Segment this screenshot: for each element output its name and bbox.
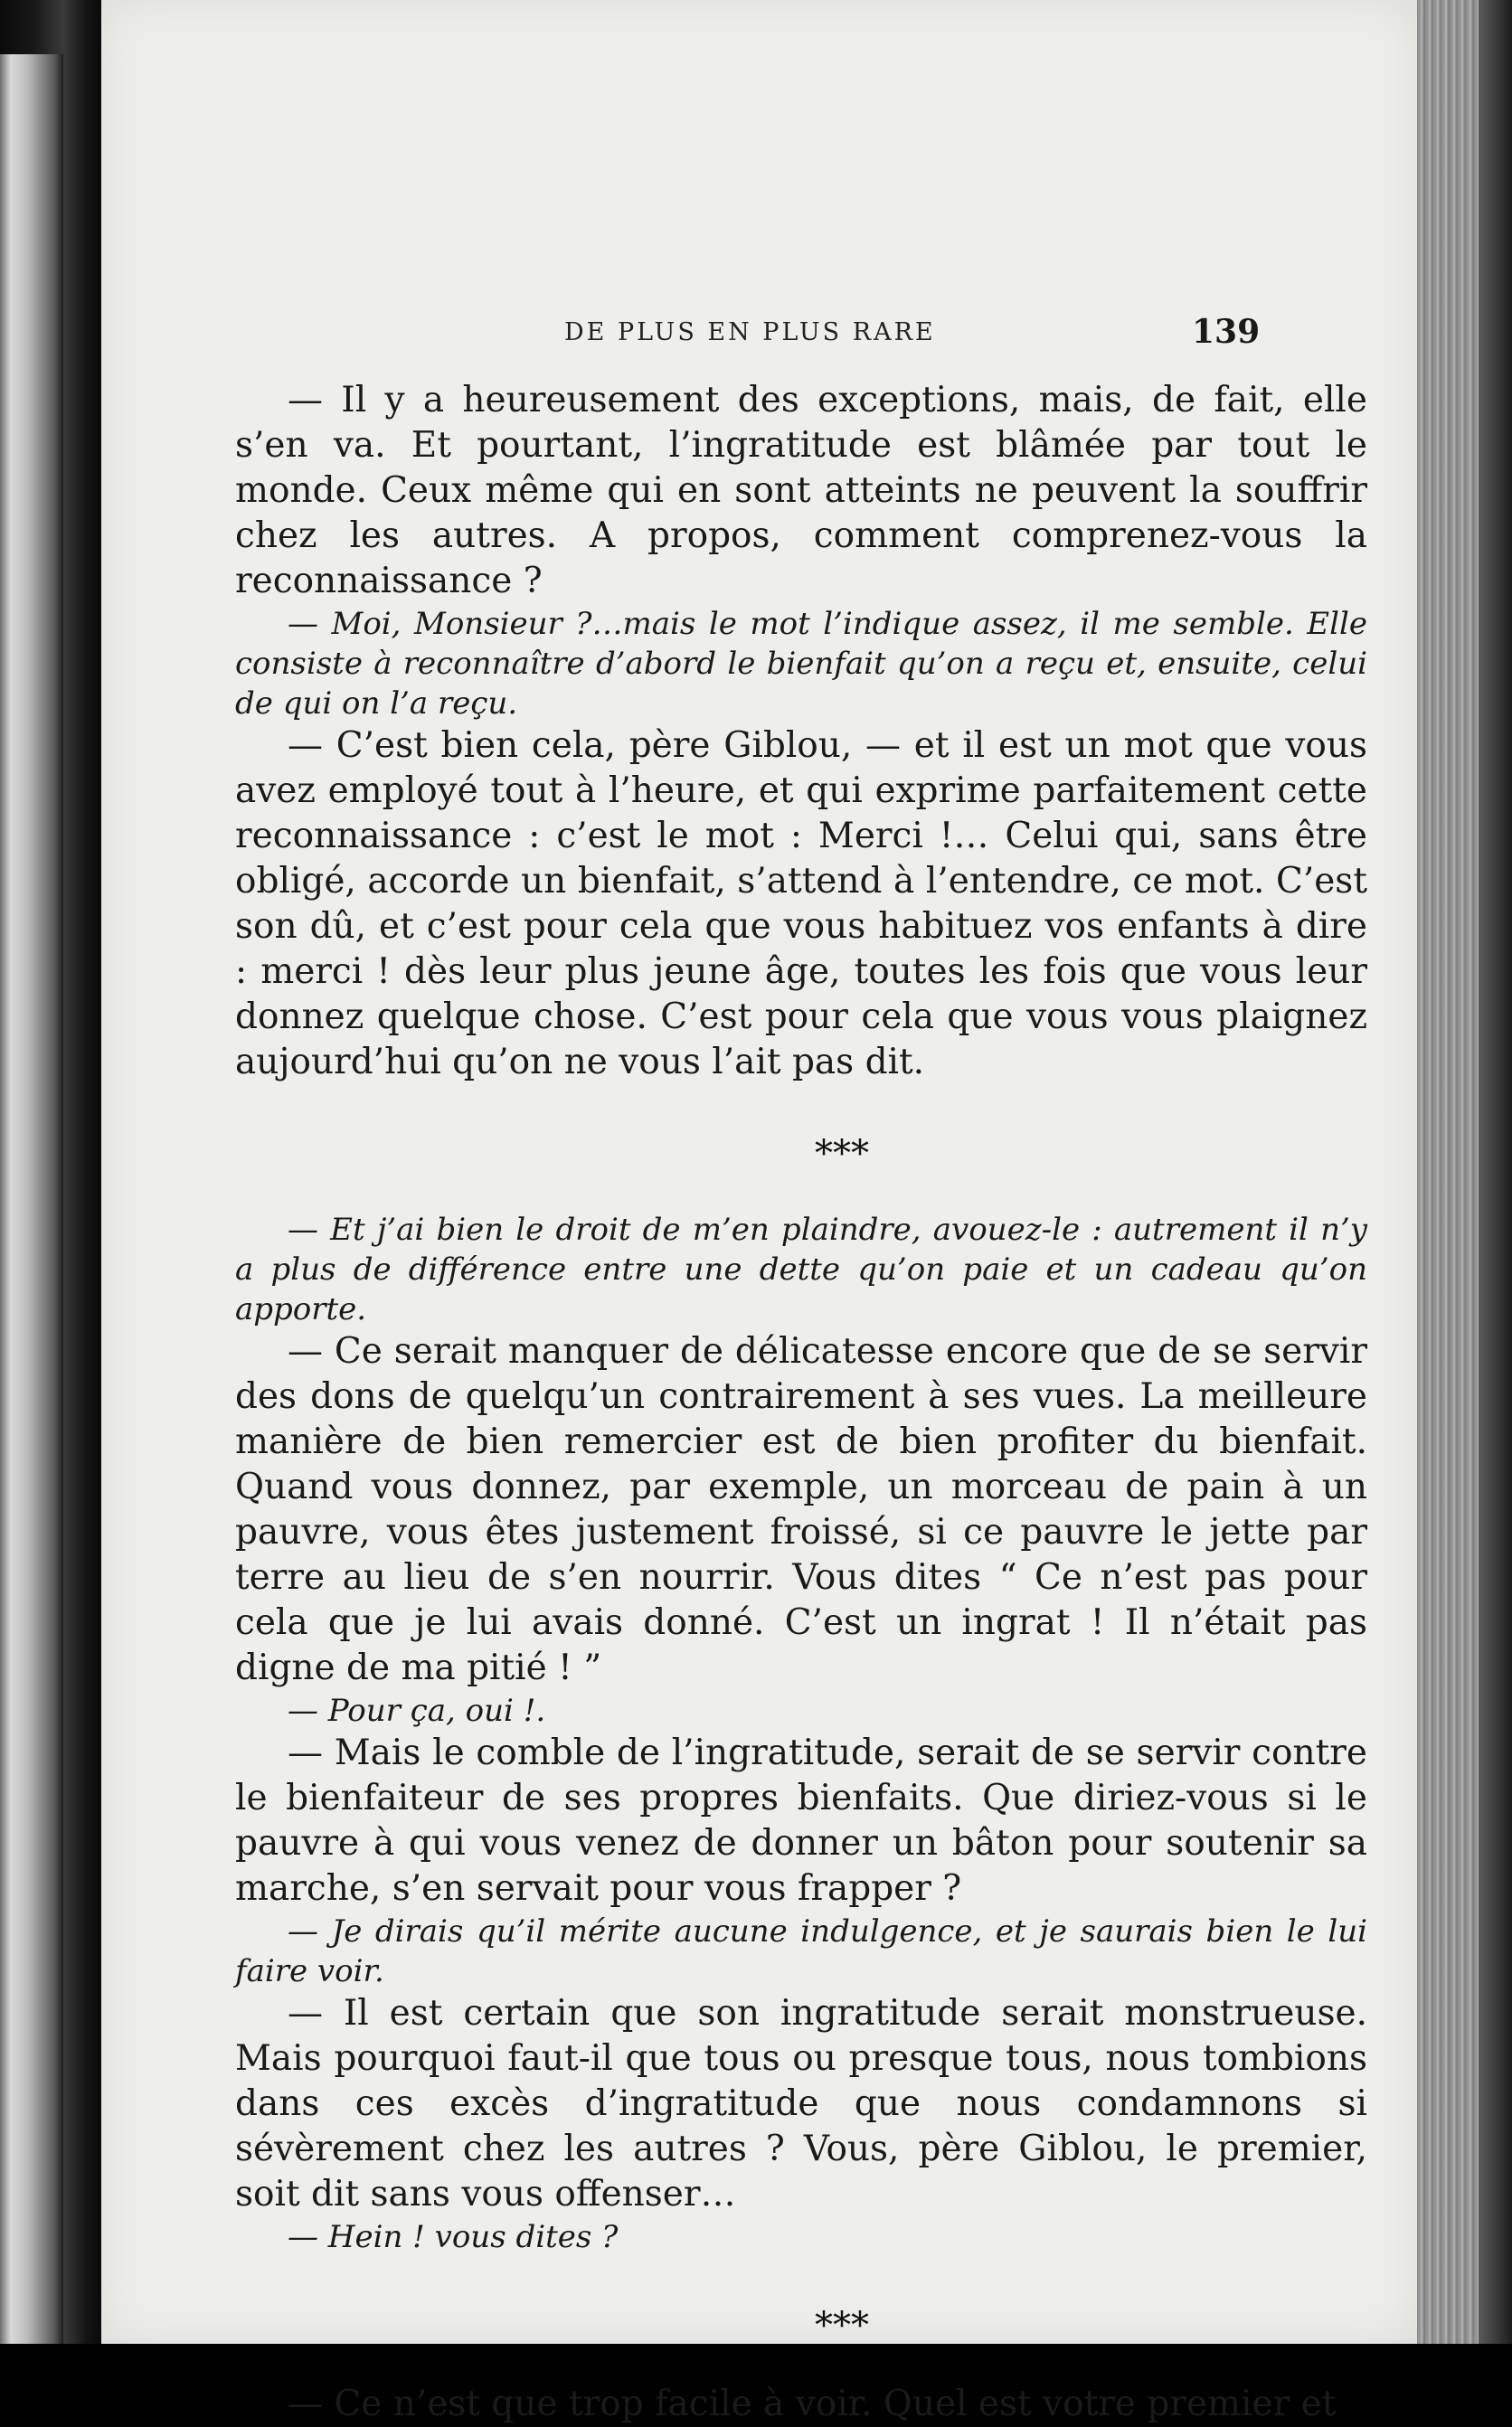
running-title: DE PLUS EN PLUS RARE [564,318,936,346]
page-number: 139 [1192,313,1261,351]
paragraph-italic: — Je dirais qu’il mérite aucune indulgence, et je saurais bien le lui faire voir. [235,1913,1367,1989]
paragraph: — Ce serait manquer de délicatesse encore que de se servir des dons de quelqu’un contrairement à ses vues. La meilleure manière de bien remercier est de bien profiter du bienfait. Quand vous donnez, par exemple, un morceau de pain à un pauvre, vous êtes justement froissé, si ce pauvre le jette par terre au lieu de s’en nourrir. Vous dites “ Ce n’est pas pour cela que je lui avais donné. C’est un ingrat ! Il n’était pas digne de ma pitié ! ” [235,1331,1367,1688]
paragraph-italic: — Hein ! vous dites ? [288,2219,619,2255]
paragraph: — Il y a heureusement des exceptions, mais, de fait, elle s’en va. Et pourtant, l’ingratitude est blâmée par tout le monde. Ceux même qui en sont atteints ne peuvent la souffrir chez les autres. A propos, comment comprenez-vous la reconnaissance ? [235,380,1367,601]
left-page-edge [0,54,63,2344]
paragraph-italic: — Moi, Monsieur ?…mais le mot l’indique assez, il me semble. Elle consiste à reconnaître d’abord le bienfait qu’on a reçu et, ensuite, celui de qui on l’a reçu. [235,606,1367,722]
paragraph: — Ce n’est que trop facile à voir. Quel est votre premier et [288,2384,1337,2424]
section-separator: *** [815,1133,869,1175]
page-body [235,378,1367,2427]
section-separator: *** [815,2305,869,2347]
page-header [101,313,1417,364]
paragraph: — C’est bien cela, père Giblou, — et il est un mot que vous avez employé tout à l’heure, et qui exprime parfaitement cette reconnaissance : c’est le mot : Merci !… Celui qui, sans être obligé, accorde un bienfait, s’attend à l’entendre, ce mot. C’est son dû, et c’est pour cela que vous habituez vos enfants à dire : merci ! dès leur plus jeune âge, toutes les fois que vous leur donnez quelque chose. C’est pour cela que vous vous plaignez aujourd’hui qu’on ne vous l’ait pas dit. [235,725,1367,1082]
paragraph: — Mais le comble de l’ingratitude, serait de se servir contre le bienfaiteur de ses propres bienfaits. Que diriez-vous si le pauvre à qui vous venez de donner un bâton pour soutenir sa marche, s’en servait pour vous frapper ? [235,1733,1367,1909]
book-page [101,0,1417,2424]
paragraph-italic: — Pour ça, oui !. [288,1693,546,1729]
paragraph-italic: — Et j’ai bien le droit de m’en plaindre, avouez-le : autrement il n’y a plus de différence entre une dette qu’on paie et un cadeau qu’on apporte. [235,1212,1367,1327]
paragraph: — Il est certain que son ingratitude serait monstrueuse. Mais pourquoi faut-il que tous ou presque tous, nous tombions dans ces excès d’ingratitude que nous condamnons si sévèrement chez les autres ? Vous, père Giblou, le premier, soit dit sans vous offenser… [235,1993,1367,2215]
right-shadow [1479,0,1512,2344]
